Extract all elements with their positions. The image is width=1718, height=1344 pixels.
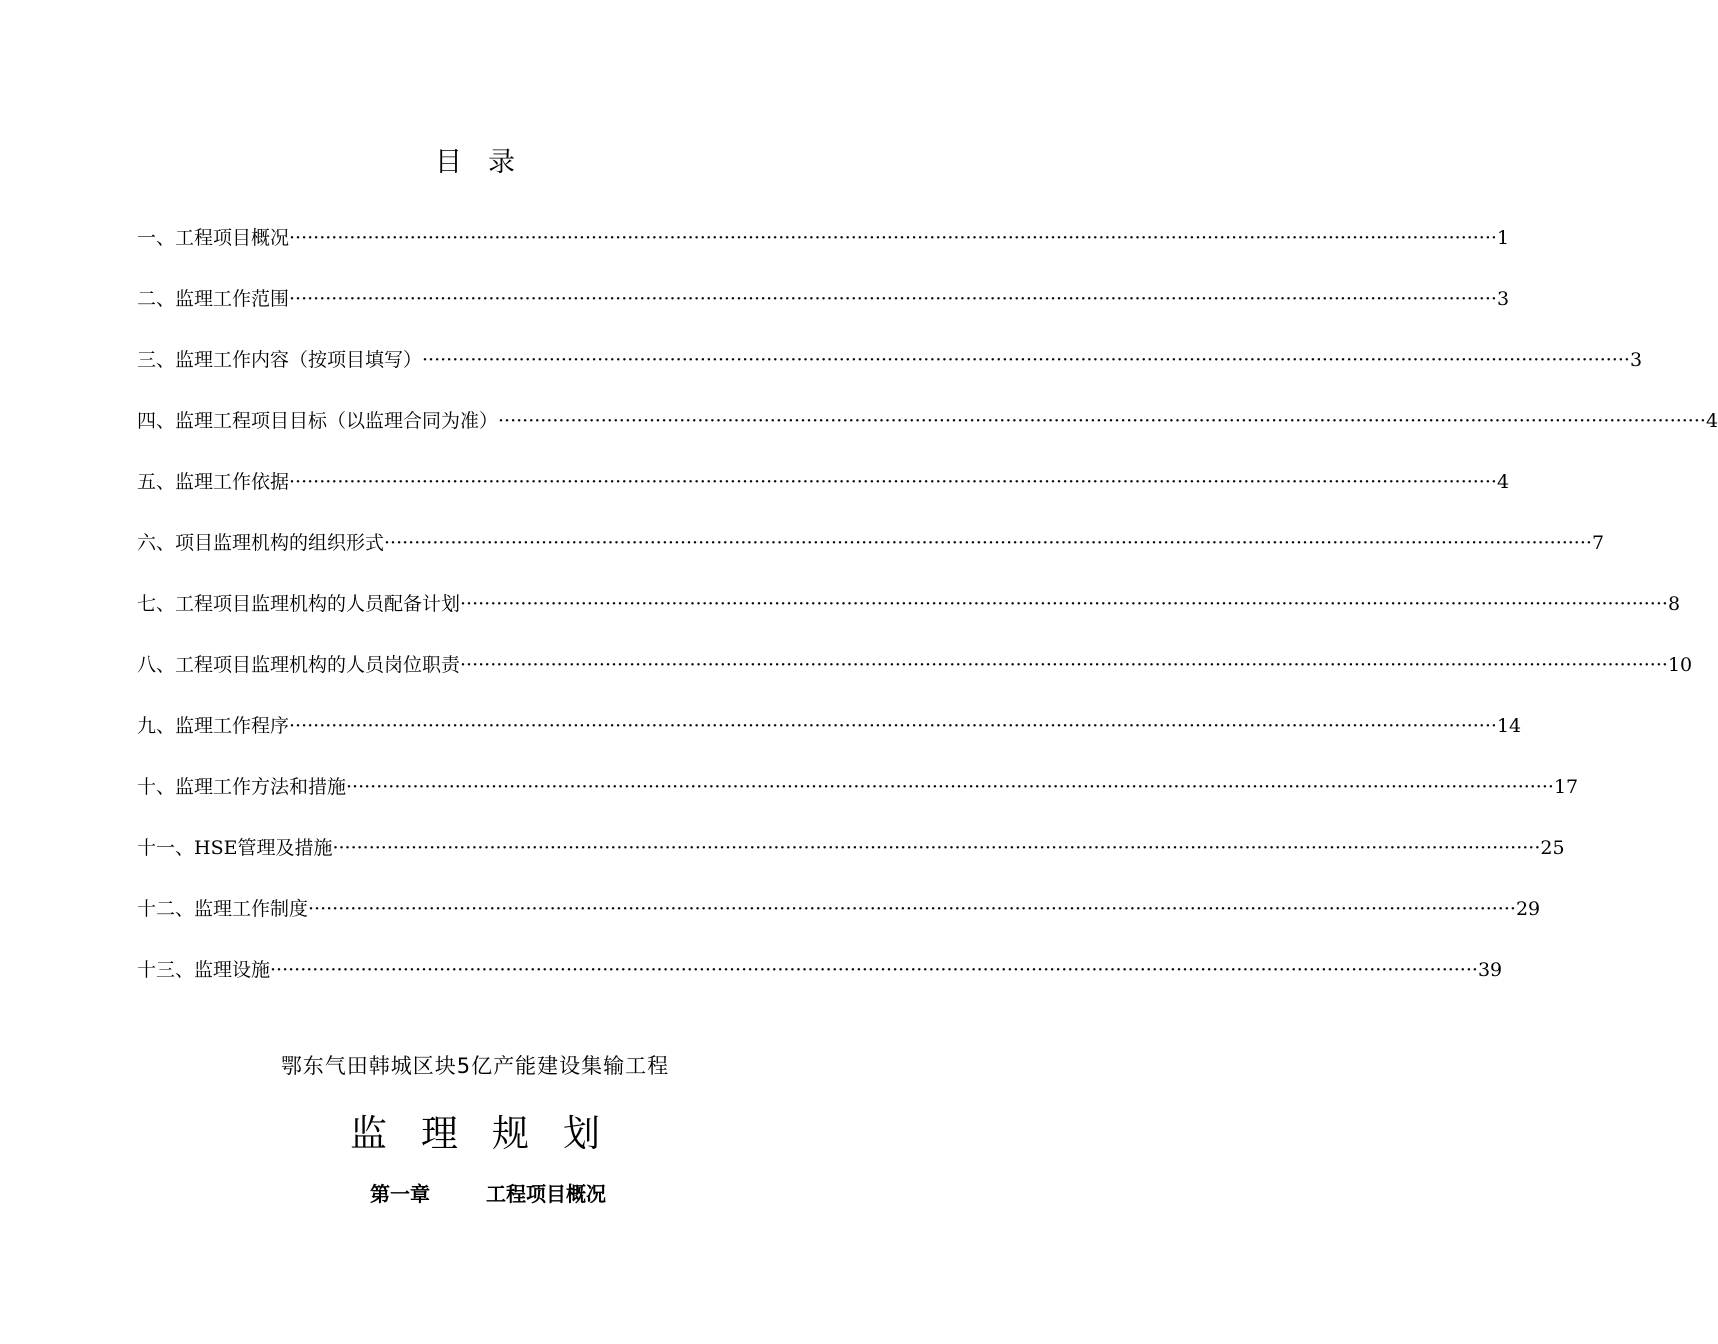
chapter-number: 第一章 <box>370 1182 430 1206</box>
toc-leader-dots: ········································································································································································································ <box>384 532 1592 554</box>
toc-title: 目录 <box>435 147 541 178</box>
toc-entry[interactable] <box>137 464 1510 525</box>
toc-entry-page: 4 <box>1705 410 1718 432</box>
document-title: 监理规划 <box>350 1112 634 1155</box>
chapter-heading <box>370 1178 606 1207</box>
toc-entry-page: 25 <box>1540 837 1565 859</box>
toc-entry-label: 五、监理工作依据 <box>137 471 290 493</box>
toc-entry[interactable] <box>137 525 1605 586</box>
toc-entry-page: 4 <box>1496 471 1510 493</box>
toc-entry[interactable] <box>137 647 1693 708</box>
toc-leader-dots: ········································································································································································································ <box>422 349 1630 371</box>
toc-leader-dots: ········································································································································································································ <box>346 776 1554 798</box>
toc-entry-page: 39 <box>1477 959 1503 981</box>
table-of-contents <box>137 220 1718 1013</box>
toc-leader-dots: ········································································································································································································ <box>460 593 1668 615</box>
toc-entry-label: 十二、监理工作制度 <box>137 898 309 920</box>
toc-entry[interactable] <box>137 342 1643 403</box>
toc-entry-page: 3 <box>1629 349 1643 371</box>
toc-entry-page: 29 <box>1515 898 1541 920</box>
toc-leader-dots: ········································································································································································································ <box>289 288 1497 310</box>
project-name: 鄂东气田韩城区块5亿产能建设集输工程 <box>280 1054 670 1078</box>
toc-entry-page: 1 <box>1496 227 1510 249</box>
toc-entry-label: 十一、HSE管理及措施 <box>137 837 333 859</box>
toc-entry-label: 三、监理工作内容（按项目填写） <box>137 349 423 371</box>
toc-leader-dots: ········································································································································································································ <box>289 471 1497 493</box>
toc-entry-label: 七、工程项目监理机构的人员配备计划 <box>137 593 461 615</box>
toc-leader-dots: ········································································································································································································ <box>460 654 1668 676</box>
toc-entry-page: 17 <box>1553 776 1579 798</box>
toc-leader-dots: ········································································································································································································ <box>289 227 1497 249</box>
toc-entry[interactable] <box>137 891 1541 952</box>
toc-leader-dots: ········································································································································································································ <box>308 898 1516 920</box>
toc-entry-page: 3 <box>1496 288 1510 310</box>
chapter-title: 工程项目概况 <box>486 1182 606 1206</box>
toc-entry-label: 八、工程项目监理机构的人员岗位职责 <box>137 654 461 676</box>
toc-entry[interactable] <box>137 830 1565 891</box>
toc-entry[interactable] <box>137 281 1510 342</box>
toc-entry[interactable] <box>137 952 1503 1013</box>
toc-entry-label: 六、项目监理机构的组织形式 <box>137 532 385 554</box>
toc-entry[interactable] <box>137 586 1681 647</box>
toc-entry-label: 一、工程项目概况 <box>137 227 290 249</box>
toc-leader-dots: ········································································································································································································ <box>289 715 1497 737</box>
toc-entry-label: 十、监理工作方法和措施 <box>137 776 347 798</box>
toc-entry-page: 14 <box>1496 715 1522 737</box>
toc-entry[interactable] <box>137 769 1579 830</box>
toc-entry[interactable] <box>137 708 1522 769</box>
toc-entry-page: 8 <box>1667 593 1681 615</box>
toc-leader-dots: ········································································································································································································ <box>332 837 1541 859</box>
toc-entry-label: 四、监理工程项目目标（以监理合同为准） <box>137 410 499 432</box>
toc-entry[interactable] <box>137 403 1718 464</box>
toc-entry-label: 二、监理工作范围 <box>137 288 290 310</box>
toc-entry-label: 九、监理工作程序 <box>137 715 290 737</box>
toc-leader-dots: ········································································································································································································ <box>498 410 1706 432</box>
toc-entry-page: 10 <box>1667 654 1693 676</box>
toc-entry[interactable] <box>137 220 1510 281</box>
toc-leader-dots: ········································································································································································································ <box>270 959 1478 981</box>
toc-entry-label: 十三、监理设施 <box>137 959 271 981</box>
toc-entry-page: 7 <box>1591 532 1605 554</box>
